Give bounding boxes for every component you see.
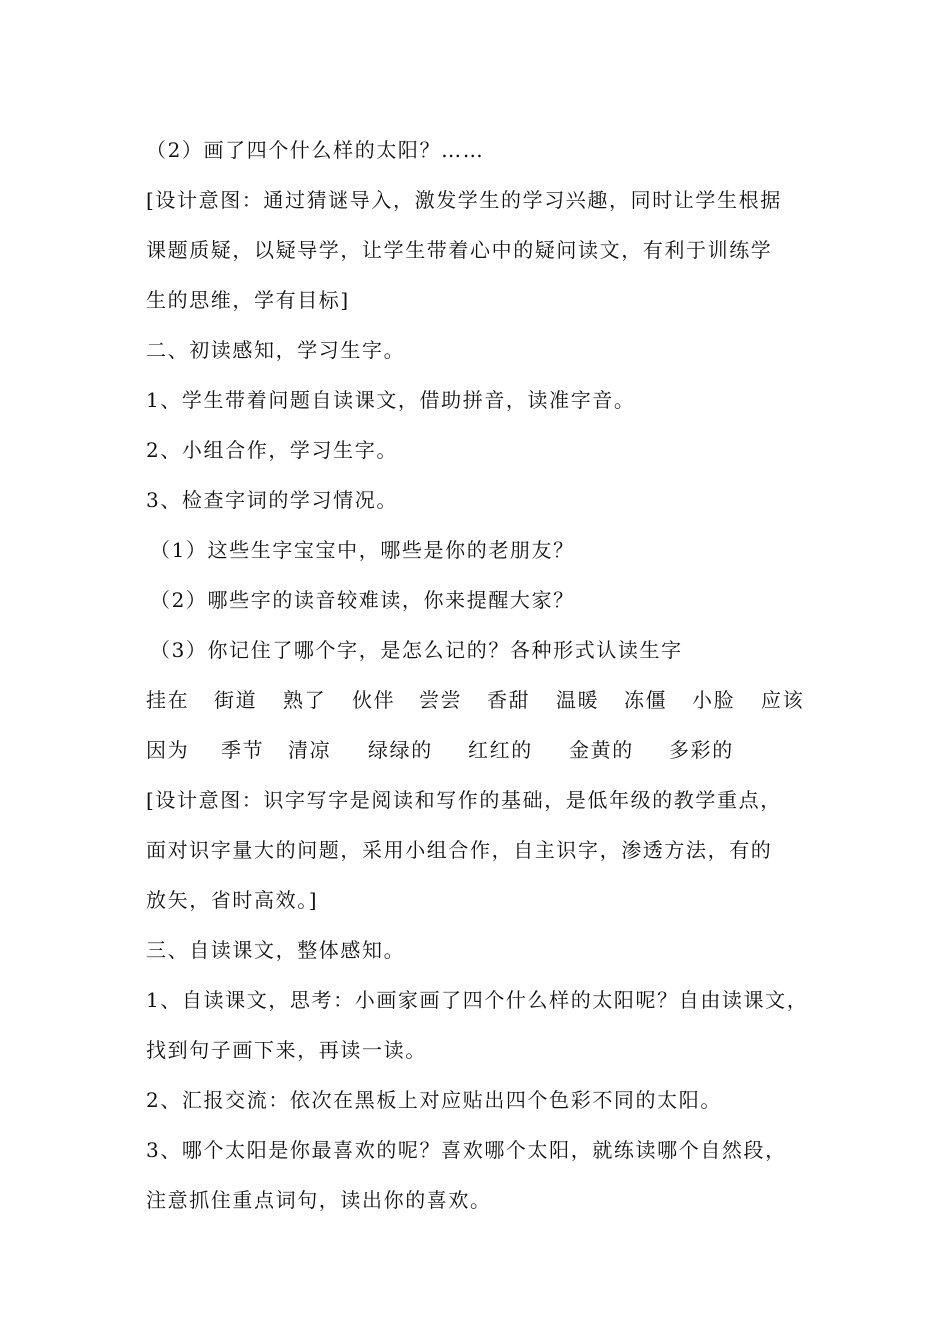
vocab-word: 温暖 (556, 688, 600, 712)
vocab-word: 挂在 (146, 688, 190, 712)
vocab-word: 应该 (761, 688, 805, 712)
vocab-word: 因为 (146, 738, 190, 762)
section-2-item-1: 1、学生带着问题自读课文，借助拼音，读准字音。 (146, 388, 636, 412)
design-intent-2-line-2: 面对识字量大的问题，采用小组合作，自主识字，渗透方法，有的 (146, 838, 773, 862)
vocab-word: 红红的 (468, 738, 533, 762)
vocab-word: 香甜 (487, 688, 531, 712)
vocab-word: 季节 (221, 738, 265, 762)
design-intent-2-line-1: [设计意图：识字写字是阅读和写作的基础，是低年级的教学重点， (146, 788, 782, 812)
vocabulary-row-1 (146, 686, 836, 714)
section-3-item-3-line-2: 注意抓住重点词句，读出你的喜欢。 (146, 1188, 492, 1212)
design-intent-1-line-2: 课题质疑，以疑导学，让学生带着心中的疑问读文，有利于训练学 (146, 238, 773, 262)
section-3-item-1-line-2: 找到句子画下来，再读一读。 (146, 1038, 427, 1062)
vocab-word: 绿绿的 (368, 738, 433, 762)
vocab-word: 小脸 (692, 688, 736, 712)
vocab-word: 伙伴 (352, 688, 396, 712)
design-intent-2-line-3: 放矢，省时高效。] (146, 888, 319, 912)
design-intent-1-line-3: 生的思维，学有目标] (146, 288, 350, 312)
design-intent-1-line-1: [设计意图：通过猜谜导入，激发学生的学习兴趣，同时让学生根据 (146, 188, 782, 212)
question-2: （2）画了四个什么样的太阳？…… (146, 138, 485, 162)
section-3-item-2: 2、汇报交流：依次在黑板上对应贴出四个色彩不同的太阳。 (146, 1088, 722, 1112)
vocab-word: 清凉 (288, 738, 332, 762)
vocab-word: 街道 (214, 688, 258, 712)
sub-question-3: （3）你记住了哪个字，是怎么记的？各种形式认读生字 (150, 638, 683, 662)
section-3-item-1-line-1: 1、自读课文，思考：小画家画了四个什么样的太阳呢？自由读课文， (146, 988, 809, 1012)
sub-question-1: （1）这些生字宝宝中，哪些是你的老朋友？ (150, 538, 575, 562)
vocab-word: 冻僵 (624, 688, 668, 712)
vocabulary-row-2 (146, 736, 836, 764)
vocab-word: 熟了 (283, 688, 327, 712)
section-3-item-3-line-1: 3、哪个太阳是你最喜欢的呢？喜欢哪个太阳，就练读哪个自然段， (146, 1138, 787, 1162)
section-2-heading: 二、初读感知，学习生字。 (146, 338, 406, 362)
sub-question-2: （2）哪些字的读音较难读，你来提醒大家？ (150, 588, 575, 612)
vocab-word: 金黄的 (569, 738, 634, 762)
section-2-item-2: 2、小组合作，学习生字。 (146, 438, 398, 462)
section-2-item-3: 3、检查字词的学习情况。 (146, 488, 398, 512)
vocab-word: 尝尝 (419, 688, 463, 712)
section-3-heading: 三、自读课文，整体感知。 (146, 938, 406, 962)
vocab-word: 多彩的 (669, 738, 734, 762)
